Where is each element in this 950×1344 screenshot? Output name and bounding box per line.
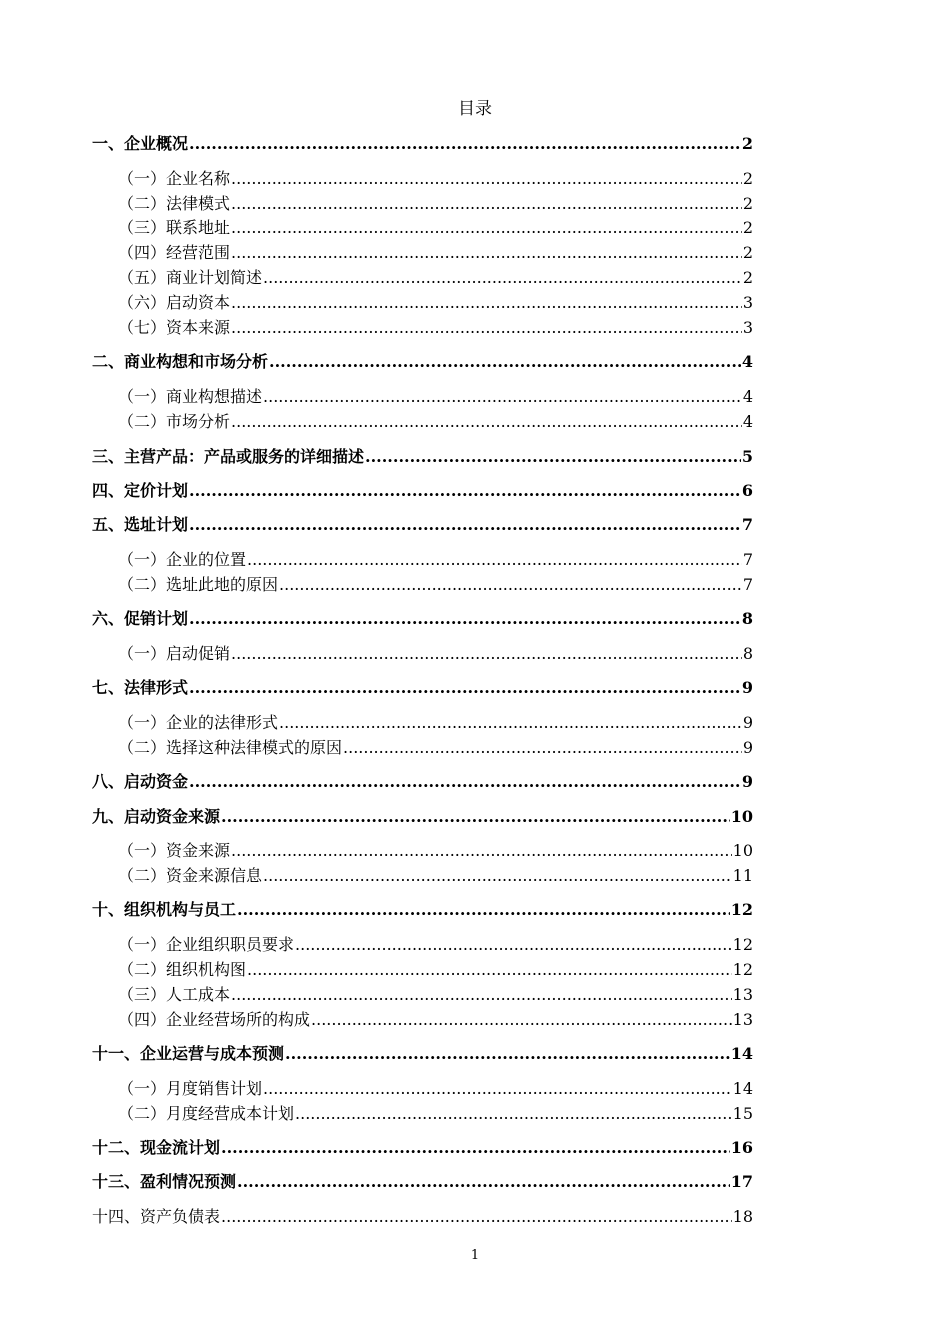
toc-entry-text: （四）经营范围 bbox=[118, 243, 231, 262]
dot-leader bbox=[237, 1171, 730, 1193]
toc-entry-text: （二）选择这种法律模式的原因 bbox=[118, 738, 343, 757]
toc-entry[interactable] bbox=[118, 411, 753, 433]
toc-entry-text: 三、主营产品：产品或服务的详细描述 bbox=[92, 447, 365, 466]
toc-entry-page: 12 bbox=[732, 960, 753, 979]
toc-entry-text: （四）企业经营场所的构成 bbox=[118, 1010, 311, 1029]
toc-entry-page: 2 bbox=[742, 218, 753, 237]
toc-entry-page: 8 bbox=[741, 609, 753, 628]
dot-leader bbox=[221, 1137, 730, 1159]
toc-entry[interactable] bbox=[92, 1137, 753, 1159]
toc-entry[interactable] bbox=[92, 446, 753, 468]
toc-entry[interactable] bbox=[92, 771, 753, 793]
dot-leader bbox=[237, 899, 730, 921]
toc-entry-page: 16 bbox=[730, 1138, 753, 1157]
toc-entry-page: 10 bbox=[732, 841, 753, 860]
toc-entry[interactable] bbox=[118, 1078, 753, 1100]
toc-entry[interactable] bbox=[118, 643, 753, 665]
toc-entry[interactable] bbox=[92, 1171, 753, 1193]
dot-leader bbox=[247, 959, 732, 981]
toc-title: 目录 bbox=[458, 99, 492, 119]
toc-entry-text: 九、启动资金来源 bbox=[92, 807, 221, 826]
toc-entry-text: （三）人工成本 bbox=[118, 985, 231, 1004]
toc-entry-page: 11 bbox=[732, 866, 753, 885]
toc-entry[interactable] bbox=[92, 608, 753, 630]
toc-entry-text: （二）资金来源信息 bbox=[118, 866, 263, 885]
toc-entry[interactable] bbox=[118, 1009, 753, 1031]
dot-leader bbox=[231, 217, 742, 239]
toc-entry-page: 14 bbox=[730, 1044, 753, 1063]
toc-entry-page: 7 bbox=[741, 515, 753, 534]
toc-entry-text: 十四、资产负债表 bbox=[92, 1207, 221, 1226]
toc-entry[interactable] bbox=[118, 193, 753, 215]
toc-entry[interactable] bbox=[92, 514, 753, 536]
toc-entry-page: 5 bbox=[741, 447, 753, 466]
dot-leader bbox=[189, 514, 741, 536]
dot-leader bbox=[221, 806, 730, 828]
toc-entry-page: 4 bbox=[741, 352, 753, 371]
toc-entry-text: （一）企业名称 bbox=[118, 169, 231, 188]
dot-leader bbox=[231, 193, 742, 215]
toc-entry-page: 4 bbox=[742, 412, 753, 431]
toc-entry-text: （一）企业组织职员要求 bbox=[118, 935, 295, 954]
toc-entry-page: 4 bbox=[742, 387, 753, 406]
toc-entry-page: 2 bbox=[742, 268, 753, 287]
toc-entry-text: （一）企业的法律形式 bbox=[118, 713, 279, 732]
toc-entry-page: 2 bbox=[741, 134, 753, 153]
dot-leader bbox=[263, 267, 742, 289]
dot-leader bbox=[189, 133, 741, 155]
toc-entry-page: 9 bbox=[741, 678, 753, 697]
toc-entry-page: 18 bbox=[732, 1207, 753, 1226]
toc-entry[interactable] bbox=[92, 133, 753, 155]
toc-entry-page: 8 bbox=[742, 644, 753, 663]
toc-entry-page: 7 bbox=[742, 550, 753, 569]
toc-entry-page: 3 bbox=[742, 293, 753, 312]
toc-entry-page: 6 bbox=[741, 481, 753, 500]
toc-entry-page: 9 bbox=[741, 772, 753, 791]
dot-leader bbox=[231, 643, 742, 665]
toc-entry-text: 五、选址计划 bbox=[92, 515, 189, 534]
toc-entry-text: 八、启动资金 bbox=[92, 772, 189, 791]
toc-entry-text: （二）法律模式 bbox=[118, 194, 231, 213]
dot-leader bbox=[343, 737, 742, 759]
dot-leader bbox=[189, 480, 741, 502]
toc-entry-text: （三）联系地址 bbox=[118, 218, 231, 237]
toc-entry[interactable] bbox=[118, 386, 753, 408]
toc-entry-text: 四、定价计划 bbox=[92, 481, 189, 500]
toc-entry-text: （五）商业计划简述 bbox=[118, 268, 263, 287]
dot-leader bbox=[263, 1078, 732, 1100]
toc-entry[interactable] bbox=[118, 1103, 753, 1125]
toc-entry[interactable] bbox=[92, 480, 753, 502]
toc-entry[interactable] bbox=[118, 574, 753, 596]
dot-leader bbox=[279, 712, 742, 734]
dot-leader bbox=[263, 865, 732, 887]
toc-entry[interactable] bbox=[118, 984, 753, 1006]
toc-entry-page: 15 bbox=[732, 1104, 753, 1123]
toc-entry[interactable] bbox=[118, 549, 753, 571]
toc-entry-page: 2 bbox=[742, 243, 753, 262]
toc-entry-page: 7 bbox=[742, 575, 753, 594]
toc-entry-page: 17 bbox=[730, 1172, 753, 1191]
toc-entry-text: 十三、盈利情况预测 bbox=[92, 1172, 237, 1191]
toc-entry-text: （二）月度经营成本计划 bbox=[118, 1104, 295, 1123]
toc-entry-page: 10 bbox=[730, 807, 753, 826]
toc-entry[interactable] bbox=[92, 1206, 753, 1228]
dot-leader bbox=[231, 242, 742, 264]
dot-leader bbox=[189, 677, 741, 699]
toc-entry-text: 一、企业概况 bbox=[92, 134, 189, 153]
toc-entry[interactable] bbox=[118, 168, 753, 190]
toc-entry-text: 十、组织机构与员工 bbox=[92, 900, 237, 919]
toc-entry[interactable] bbox=[118, 959, 753, 981]
toc-entry[interactable] bbox=[118, 712, 753, 734]
toc-entry-text: 二、商业构想和市场分析 bbox=[92, 352, 269, 371]
dot-leader bbox=[221, 1206, 732, 1228]
dot-leader bbox=[263, 386, 742, 408]
dot-leader bbox=[311, 1009, 732, 1031]
toc-entry-text: 七、法律形式 bbox=[92, 678, 189, 697]
dot-leader bbox=[231, 168, 742, 190]
dot-leader bbox=[231, 984, 732, 1006]
toc-entry-text: （二）选址此地的原因 bbox=[118, 575, 279, 594]
toc-entry-text: （六）启动资本 bbox=[118, 293, 231, 312]
toc-entry-text: （一）企业的位置 bbox=[118, 550, 247, 569]
toc-entry-page: 2 bbox=[742, 194, 753, 213]
toc-entry-text: （七）资本来源 bbox=[118, 318, 231, 337]
toc-entry[interactable] bbox=[92, 899, 753, 921]
toc-entry-text: （二）市场分析 bbox=[118, 412, 231, 431]
dot-leader bbox=[295, 1103, 732, 1125]
toc-entry-page: 2 bbox=[742, 169, 753, 188]
toc-entry[interactable] bbox=[118, 737, 753, 759]
toc-entry[interactable] bbox=[92, 806, 753, 828]
toc-entry-page: 12 bbox=[730, 900, 753, 919]
toc-entry-text: 十二、现金流计划 bbox=[92, 1138, 221, 1157]
toc-entry[interactable] bbox=[118, 840, 753, 862]
dot-leader bbox=[231, 840, 732, 862]
toc-entry-page: 12 bbox=[732, 935, 753, 954]
toc-entry-text: （一）资金来源 bbox=[118, 841, 231, 860]
dot-leader bbox=[231, 411, 742, 433]
toc-entry[interactable] bbox=[118, 865, 753, 887]
toc-entry-page: 14 bbox=[732, 1079, 753, 1098]
toc-entry[interactable] bbox=[118, 934, 753, 956]
toc-entry-text: 十一、企业运营与成本预测 bbox=[92, 1044, 285, 1063]
toc-entry-page: 13 bbox=[732, 985, 753, 1004]
toc-entry[interactable] bbox=[92, 1043, 753, 1065]
dot-leader bbox=[231, 317, 742, 339]
dot-leader bbox=[365, 446, 741, 468]
dot-leader bbox=[285, 1043, 730, 1065]
toc-entry-page: 9 bbox=[742, 738, 753, 757]
toc-entry[interactable] bbox=[118, 217, 753, 239]
dot-leader bbox=[295, 934, 732, 956]
toc-entry-text: （一）商业构想描述 bbox=[118, 387, 263, 406]
toc-entry[interactable] bbox=[118, 267, 753, 289]
toc-entry-text: （二）组织机构图 bbox=[118, 960, 247, 979]
toc-entry-page: 13 bbox=[732, 1010, 753, 1029]
dot-leader bbox=[279, 574, 742, 596]
toc-entry[interactable] bbox=[118, 317, 753, 339]
toc-entry[interactable] bbox=[118, 242, 753, 264]
page-number: 1 bbox=[470, 1248, 480, 1263]
toc-entry[interactable] bbox=[92, 351, 753, 373]
toc-entry-page: 3 bbox=[742, 318, 753, 337]
dot-leader bbox=[189, 771, 741, 793]
dot-leader bbox=[269, 351, 741, 373]
toc-entry[interactable] bbox=[118, 292, 753, 314]
toc-entry-text: 六、促销计划 bbox=[92, 609, 189, 628]
toc-entry-page: 9 bbox=[742, 713, 753, 732]
toc-entry-text: （一）启动促销 bbox=[118, 644, 231, 663]
toc-entry[interactable] bbox=[92, 677, 753, 699]
dot-leader bbox=[189, 608, 741, 630]
dot-leader bbox=[247, 549, 742, 571]
dot-leader bbox=[231, 292, 742, 314]
toc-entry-text: （一）月度销售计划 bbox=[118, 1079, 263, 1098]
